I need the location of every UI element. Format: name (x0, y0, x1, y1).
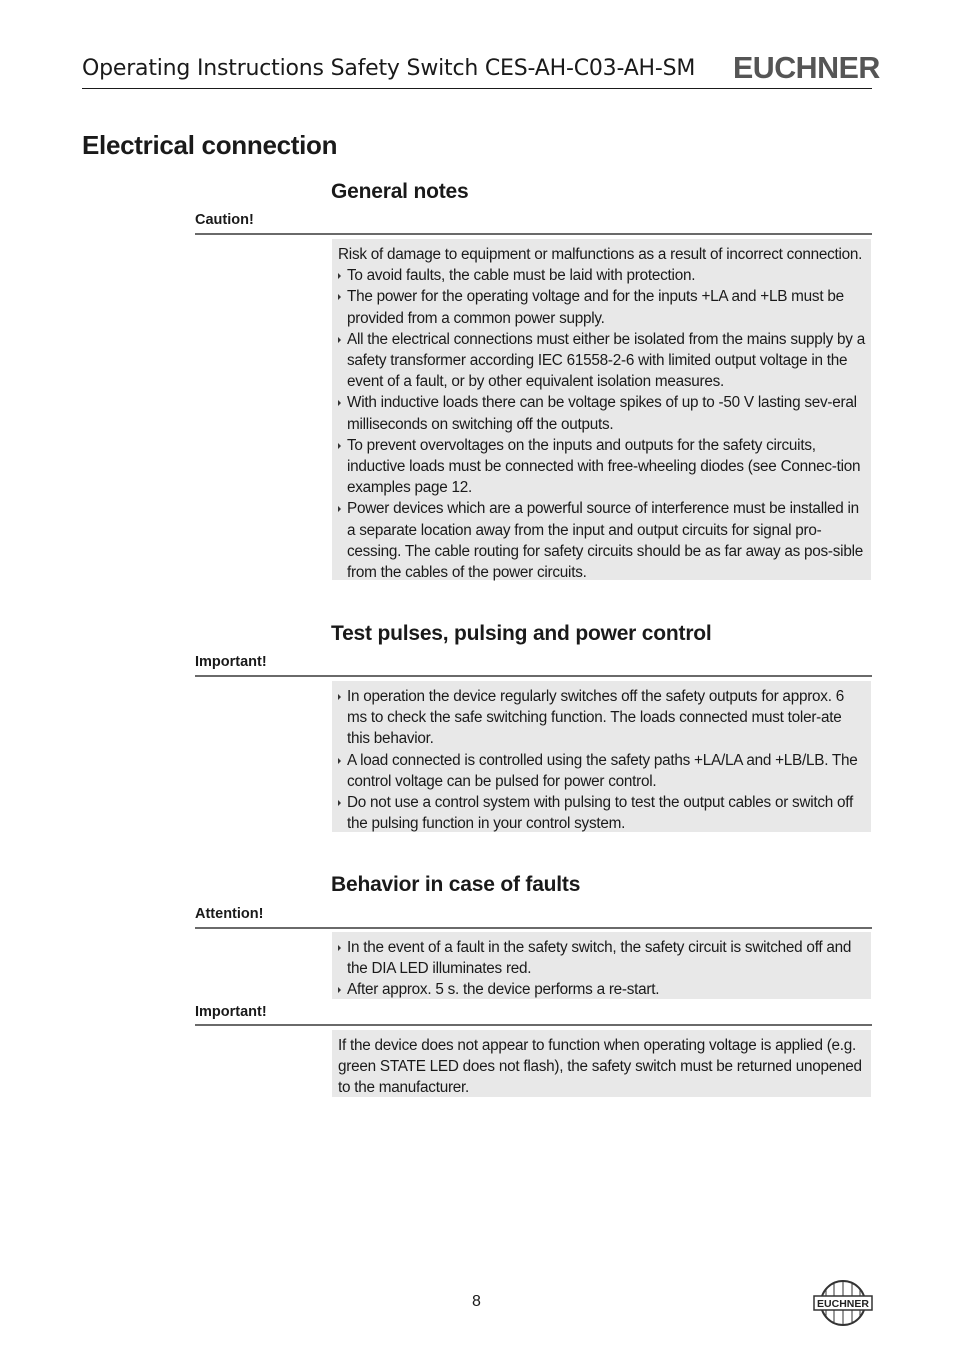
euchner-logo: EUCHNER (733, 50, 880, 85)
important-box (332, 1030, 871, 1097)
list-item: With inductive loads there can be voltage spikes of up to -50 V lasting sev-eral milliseconds on switching off the outputs. (338, 392, 865, 434)
list-item: In operation the device regularly switches off the safety outputs for approx. 6 ms to check the safe switching function. The loads connected must toler-ate this behavior. (338, 686, 865, 750)
bullet-arrow-icon (338, 945, 341, 951)
bullet-arrow-icon (338, 400, 341, 406)
bullet-arrow-icon (338, 273, 341, 279)
header-divider (82, 88, 872, 89)
important-label-2: Important! (195, 1004, 267, 1020)
test-pulses-heading: Test pulses, pulsing and power control (331, 622, 712, 645)
list-item: The power for the operating voltage and for the inputs +LA and +LB must be provided from a common power supply. (338, 286, 865, 328)
euchner-seal-logo (812, 1278, 874, 1333)
faults-heading: Behavior in case of faults (331, 873, 581, 896)
bullet-arrow-icon (338, 506, 341, 512)
attention-divider (195, 927, 872, 929)
important-label: Important! (195, 654, 267, 670)
caution-box (332, 239, 871, 580)
page-number: 8 (472, 1293, 481, 1310)
caution-intro: Risk of damage to equipment or malfunctions as a result of incorrect connection. (338, 246, 863, 263)
attention-box (332, 932, 871, 999)
caution-label: Caution! (195, 212, 254, 228)
important-divider (195, 675, 872, 677)
bullet-arrow-icon (338, 443, 341, 449)
list-item: Power devices which are a powerful source of interference must be installed in a separate location away from the input and output circuits for signal pro-cessing. The cable routing for safety circuits should be as far away as pos-sible from the cables of the power circuits. (338, 498, 865, 583)
list-item: A load connected is controlled using the safety paths +LA/LA and +LB/LB. The control voltage can be pulsed for power control. (338, 750, 865, 792)
bullet-arrow-icon (338, 294, 341, 300)
test-pulses-list (338, 686, 865, 834)
list-item: In the event of a fault in the safety switch, the safety circuit is switched off and the DIA LED illuminates red. (338, 937, 865, 979)
attention-label: Attention! (195, 906, 264, 922)
list-item: To prevent overvoltages on the inputs and outputs for the safety circuits, inductive loads must be connected with free-wheeling diodes (see Connec-tion examples page 12. (338, 435, 865, 499)
list-item: Do not use a control system with pulsing to test the output cables or switch off the pulsing function in your control system. (338, 792, 865, 834)
caution-list (338, 265, 865, 583)
bullet-arrow-icon (338, 800, 341, 806)
test-pulses-box (332, 681, 871, 832)
caution-divider (195, 233, 872, 235)
document-title: Operating Instructions Safety Switch CES-AH-C03-AH-SM (82, 56, 696, 81)
bullet-arrow-icon (338, 758, 341, 764)
section-title: Electrical connection (82, 130, 338, 160)
general-notes-heading: General notes (331, 180, 469, 203)
list-item: All the electrical connections must either be isolated from the mains supply by a safety transformer according IEC 61558-2-6 with limited output voltage in the event of a fault, or by other equivalent isolation measures. (338, 329, 865, 393)
list-item: To avoid faults, the cable must be laid with protection. (338, 265, 865, 286)
important-divider-2 (195, 1024, 872, 1026)
important-text: If the device does not appear to function when operating voltage is applied (e.g. green STATE LED does not flash), the safety switch must be returned unopened to the manufacturer. (338, 1037, 862, 1097)
bullet-arrow-icon (338, 337, 341, 343)
attention-list (338, 937, 865, 1001)
svg-text:EUCHNER: EUCHNER (817, 1298, 869, 1310)
bullet-arrow-icon (338, 987, 341, 993)
bullet-arrow-icon (338, 694, 341, 700)
list-item: After approx. 5 s. the device performs a re-start. (338, 979, 865, 1000)
